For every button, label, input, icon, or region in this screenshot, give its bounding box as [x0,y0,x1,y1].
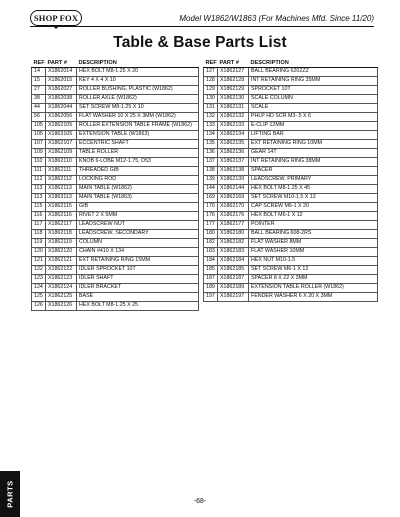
part-number-cell: X1862182 [218,239,249,248]
ref-column-header: REF [33,59,45,66]
ref-cell: 183 [204,248,218,257]
part-number-cell: X1862139 [218,176,249,185]
part-number-cell: X1862138 [218,167,249,176]
table-row [32,194,199,203]
ref-cell: 110 [32,158,46,167]
part-number-cell: X1862131 [218,104,249,113]
table-row [204,77,378,86]
ref-cell: 135 [204,140,218,149]
part-number-cell: X1862180 [218,230,249,239]
description-cell: MAIN TABLE (W1863) [77,194,199,203]
part-number-cell: X1862130 [218,95,249,104]
table-row [204,86,378,95]
ref-cell: 128 [204,77,218,86]
part-number-cell: X1862119 [46,239,77,248]
ref-cell: 169 [204,194,218,203]
part-number-cell: X1862133 [218,122,249,131]
ref-cell: 15 [32,77,46,86]
part-number-cell: X1862170 [218,203,249,212]
ref-cell: 132 [204,113,218,122]
ref-cell: 185 [204,266,218,275]
table-header-row [204,58,378,68]
parts-table-right [203,58,378,302]
ref-cell: 177 [204,221,218,230]
description-cell: INT RETAINING RING 38MM [249,158,378,167]
table-row [32,230,199,239]
part-number-cell: X1862117 [46,221,77,230]
table-row [204,122,378,131]
page-number: -68- [193,498,207,505]
ref-cell: 115 [32,203,46,212]
side-tab-label: PARTS [5,480,15,508]
table-row [204,248,378,257]
description-cell: ROLLER AXLE (W1862) [77,95,199,104]
part-number-cell: X1862144 [218,185,249,194]
part-number-cell: X1862184 [218,257,249,266]
part-number-cell: X1862014 [46,68,77,77]
description-cell: MAIN TABLE (W1862) [77,185,199,194]
ref-cell: 170 [204,203,218,212]
ref-cell: 130 [204,95,218,104]
table-row [32,95,199,104]
ref-cell: 119 [32,239,46,248]
table-row [32,131,199,140]
table-row [204,293,378,302]
ref-cell: 197 [204,293,218,302]
description-column-header: DESCRIPTION [249,58,378,68]
description-cell: FLAT WASHER 10MM [249,248,378,257]
ref-cell: 44 [32,104,46,113]
part-column-header: PART # [46,58,77,68]
part-number-cell: X1863105 [46,131,77,140]
description-cell: SPROCKET 10T [249,86,378,95]
description-cell: SCALE [249,104,378,113]
ref-cell: 105 [32,131,46,140]
parts-table-left-body [32,68,199,311]
table-row [204,257,378,266]
ref-cell: 139 [204,176,218,185]
ref-cell: 131 [204,104,218,113]
part-number-cell: X1862126 [46,302,77,311]
table-row [204,167,378,176]
part-number-cell: X1862112 [46,176,77,185]
table-row [32,140,199,149]
description-cell: HEX NUT M10-1.5 [249,257,378,266]
part-number-cell: X1862107 [46,140,77,149]
table-row [204,212,378,221]
ref-cell: 184 [204,257,218,266]
ref-cell: 113 [32,185,46,194]
part-number-cell: X1862027 [46,86,77,95]
part-number-cell: X1862115 [46,203,77,212]
table-row [32,212,199,221]
description-cell: IDLER SHAFT [77,275,199,284]
ref-cell: 133 [204,122,218,131]
ref-cell: 187 [204,275,218,284]
ref-cell: 180 [204,230,218,239]
description-cell: COLUMN [77,239,199,248]
description-cell: LEADSCREW, SECONDARY [77,230,199,239]
table-row [32,77,199,86]
ref-cell: 117 [32,221,46,230]
table-row [204,113,378,122]
ref-cell: 38 [32,95,46,104]
description-cell: SCALE COLUMN [249,95,378,104]
table-row [204,275,378,284]
description-cell: KNOB 6-LOBE M12-1.75, D53 [77,158,199,167]
part-number-cell: X1862109 [46,149,77,158]
description-cell: BASE [77,293,199,302]
description-cell: ECCENTRIC SHAFT [77,140,199,149]
table-row [32,266,199,275]
table-row [204,176,378,185]
part-number-cell: X1862128 [218,77,249,86]
ref-cell: 121 [32,257,46,266]
ref-cell: 56 [32,113,46,122]
ref-cell: 116 [32,212,46,221]
description-cell: PHLP HD SCR M3-.5 X 6 [249,113,378,122]
part-number-cell: X1862124 [46,284,77,293]
description-cell: INT RETAINING RING 35MM [249,77,378,86]
table-row [204,230,378,239]
table-row [32,113,199,122]
description-cell: IDLER SPROCKET 10T [77,266,199,275]
table-row [204,149,378,158]
parts-table-right-body [204,68,378,302]
table-row [32,221,199,230]
table-row [32,167,199,176]
description-cell: HEX BOLT M8-1.25 X 20 [77,68,199,77]
table-row [32,176,199,185]
ref-cell: 138 [204,167,218,176]
ref-cell: 134 [204,131,218,140]
part-number-cell: X1862044 [46,104,77,113]
part-number-cell: X1862137 [218,158,249,167]
part-number-cell: X1862135 [218,140,249,149]
table-row [204,104,378,113]
page-title: Table & Base Parts List [113,34,287,51]
description-cell: SET SCREW M10-1.5 X 12 [249,194,378,203]
description-cell: SPACER [249,167,378,176]
description-cell: FLAT WASHER 8MM [249,239,378,248]
ref-cell: 105 [32,122,46,131]
description-cell: LIFTING BAR [249,131,378,140]
table-row [204,131,378,140]
description-cell: THREADED GIB [77,167,199,176]
ref-cell: 14 [32,68,46,77]
table-row [204,68,378,77]
part-number-cell: X1862015 [46,77,77,86]
description-cell: LOCKING ROD [77,176,199,185]
part-number-cell: X1862116 [46,212,77,221]
part-number-cell: X1862123 [46,275,77,284]
ref-cell: 127 [204,68,218,77]
ref-cell: 126 [32,302,46,311]
ref-cell: 122 [32,266,46,275]
table-row [32,302,199,311]
part-number-cell: X1862038 [46,95,77,104]
part-number-cell: X1862189 [218,284,249,293]
header-divider [30,26,374,27]
table-row [32,104,199,113]
part-number-cell: X1862136 [218,149,249,158]
part-number-cell: X1863113 [46,194,77,203]
table-row [204,221,378,230]
description-cell: ROLLER EXTENSION TABLE FRAME (W1862) [77,122,199,131]
table-row [204,95,378,104]
ref-cell: 27 [32,86,46,95]
part-number-cell: X1862125 [46,293,77,302]
part-number-cell: X1862185 [218,266,249,275]
table-row [32,158,199,167]
ref-cell: 113 [32,194,46,203]
part-column-header: PART # [218,58,249,68]
ref-cell: 124 [32,284,46,293]
table-row [32,185,199,194]
table-row [32,122,199,131]
ref-cell: 125 [32,293,46,302]
table-row [32,68,199,77]
description-cell: EXT RETAINING RING 15MM [77,257,199,266]
description-cell: GIB [77,203,199,212]
part-number-cell: X1862187 [218,275,249,284]
description-cell: POINTER [249,221,378,230]
ref-cell: 182 [204,239,218,248]
part-number-cell: X1862105 [46,122,77,131]
description-cell: EXTENSION TABLE ROLLER (W1862) [249,284,378,293]
description-cell: EXTENSION TABLE (W1863) [77,131,199,140]
ref-cell: 118 [32,230,46,239]
parts-table-left [31,58,199,311]
description-cell: ROLLER BUSHING, PLASTIC (W1862) [77,86,199,95]
parts-side-tab [0,471,20,517]
table-header-row [32,58,199,68]
description-cell: BALL BEARING 6202ZZ [249,68,378,77]
table-row [204,203,378,212]
part-number-cell: X1862056 [46,113,77,122]
ref-cell: 136 [204,149,218,158]
ref-column-header: REF [205,59,217,66]
description-cell: E-CLIP 12MM [249,122,378,131]
table-row [32,203,199,212]
table-row [204,158,378,167]
table-row [32,257,199,266]
part-number-cell: X1862127 [218,68,249,77]
table-row [204,194,378,203]
part-number-cell: X1862177 [218,221,249,230]
part-number-cell: X1862176 [218,212,249,221]
table-row [32,284,199,293]
table-row [204,140,378,149]
part-number-cell: X1862129 [218,86,249,95]
description-cell: FENDER WASHER 6 X 20 X 3MM [249,293,378,302]
table-row [32,248,199,257]
part-number-cell: X1862110 [46,158,77,167]
ref-cell: 176 [204,212,218,221]
part-number-cell: X1862113 [46,185,77,194]
table-row [204,185,378,194]
description-cell: KEY 4 X 4 X 10 [77,77,199,86]
part-number-cell: X1862120 [46,248,77,257]
table-row [32,239,199,248]
part-number-cell: X1862183 [218,248,249,257]
table-row [204,239,378,248]
description-cell: HEX BOLT M6-1 X 12 [249,212,378,221]
table-row [32,293,199,302]
ref-cell: 107 [32,140,46,149]
table-row [32,149,199,158]
description-cell: SPACER 8 X 22 X 3MM [249,275,378,284]
ref-cell: 129 [204,86,218,95]
description-cell: IDLER BRACKET [77,284,199,293]
part-number-cell: X1862197 [218,293,249,302]
part-number-cell: X1862122 [46,266,77,275]
ref-cell: 144 [204,185,218,194]
description-cell: SET SCREW M8-1.25 X 10 [77,104,199,113]
ref-cell: 109 [32,149,46,158]
ref-cell: 120 [32,248,46,257]
description-cell: HEX BOLT M8-1.25 X 45 [249,185,378,194]
model-line: Model W1862/W1863 (For Machines Mfd. Since 11/20) [179,14,374,23]
shop-fox-logo: SHOP FOX [30,10,82,26]
part-number-cell: X1862169 [218,194,249,203]
description-cell: HEX BOLT M8-1.25 X 25 [77,302,199,311]
description-cell: LEADSCREW NUT [77,221,199,230]
description-cell: LEADSCREW, PRIMARY [249,176,378,185]
part-number-cell: X1862121 [46,257,77,266]
description-cell: GEAR 14T [249,149,378,158]
description-cell: BALL BEARING 608-2RS [249,230,378,239]
part-number-cell: X1862111 [46,167,77,176]
description-cell: RIVET 2 X 5MM [77,212,199,221]
part-number-cell: X1862118 [46,230,77,239]
table-row [204,266,378,275]
part-number-cell: X1862132 [218,113,249,122]
table-row [204,284,378,293]
part-number-cell: X1862134 [218,131,249,140]
description-cell: TABLE ROLLER [77,149,199,158]
description-column-header: DESCRIPTION [77,58,199,68]
description-cell: EXT RETAINING RING 10MM [249,140,378,149]
description-cell: FLAT WASHER 10 X 25 X 3MM (W1862) [77,113,199,122]
table-row [32,86,199,95]
ref-cell: 111 [32,167,46,176]
description-cell: CAP SCREW M6-1 X 20 [249,203,378,212]
table-row [32,275,199,284]
ref-cell: 137 [204,158,218,167]
ref-cell: 112 [32,176,46,185]
description-cell: CHAIN #410 X 134 [77,248,199,257]
description-cell: SET SCREW M6-1 X 12 [249,266,378,275]
ref-cell: 123 [32,275,46,284]
ref-cell: 189 [204,284,218,293]
